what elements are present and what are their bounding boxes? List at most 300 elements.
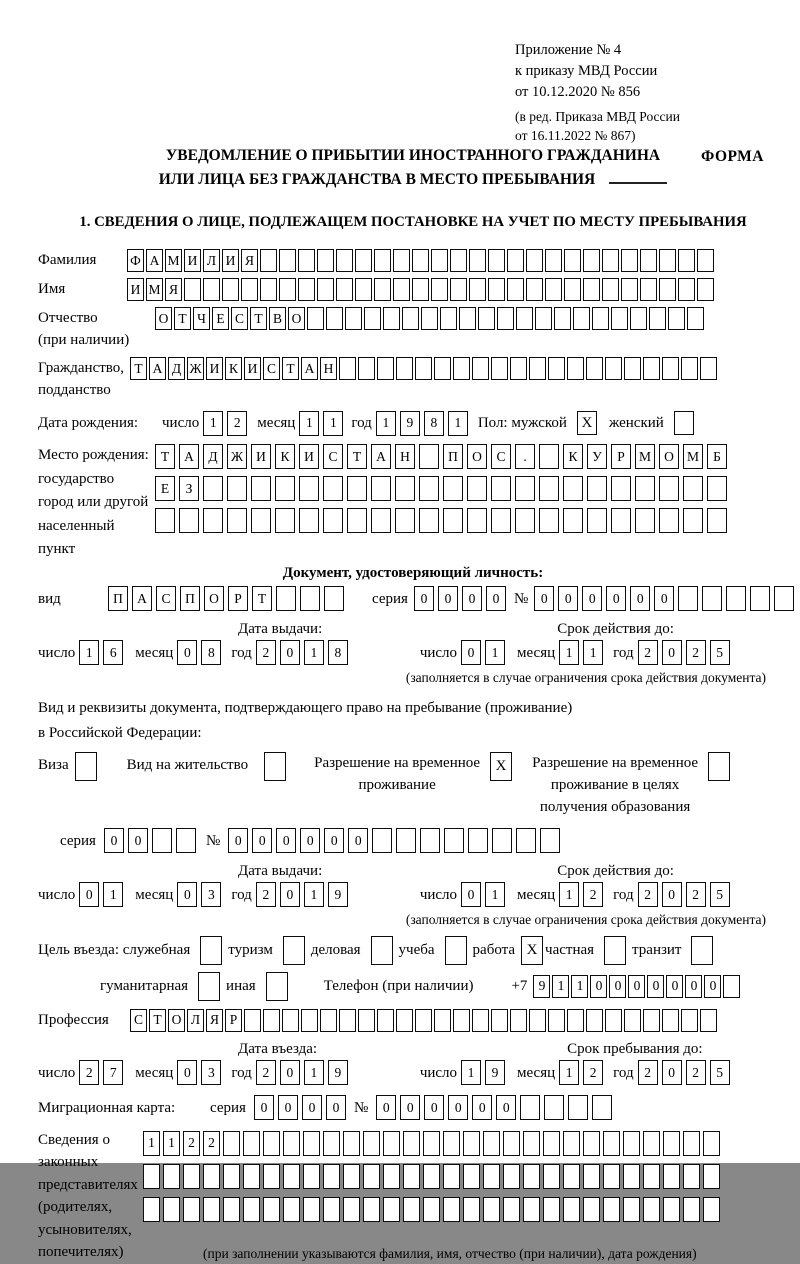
char-box[interactable]	[203, 476, 223, 501]
char-box[interactable]: 1	[583, 640, 603, 665]
char-box[interactable]	[396, 357, 413, 380]
char-box[interactable]	[697, 278, 714, 301]
char-box[interactable]	[510, 357, 527, 380]
char-box[interactable]	[623, 1131, 640, 1156]
char-box[interactable]: 1	[304, 1060, 324, 1085]
char-box[interactable]	[503, 1164, 520, 1189]
char-box[interactable]: 0	[104, 828, 124, 853]
char-box[interactable]	[587, 508, 607, 533]
char-box[interactable]	[263, 1164, 280, 1189]
char-box[interactable]: 1	[299, 411, 319, 436]
char-box[interactable]	[371, 476, 391, 501]
char-box[interactable]: 1	[143, 1131, 160, 1156]
char-box[interactable]	[355, 249, 372, 272]
char-box[interactable]	[275, 508, 295, 533]
char-box[interactable]: 0	[461, 640, 481, 665]
char-box[interactable]	[663, 1164, 680, 1189]
char-box[interactable]	[223, 1164, 240, 1189]
char-box[interactable]: 3	[201, 1060, 221, 1085]
char-box[interactable]: Л	[203, 249, 220, 272]
char-box[interactable]	[364, 307, 381, 330]
char-box[interactable]	[336, 249, 353, 272]
char-box[interactable]: 1	[461, 1060, 481, 1085]
char-box[interactable]	[750, 586, 770, 611]
char-box[interactable]	[478, 307, 495, 330]
char-box[interactable]	[523, 1164, 540, 1189]
char-box[interactable]	[323, 1131, 340, 1156]
char-box[interactable]	[483, 1164, 500, 1189]
char-box[interactable]: X	[490, 752, 512, 781]
char-box[interactable]: К	[275, 444, 295, 469]
char-box[interactable]	[363, 1164, 380, 1189]
char-box[interactable]: 0	[278, 1095, 298, 1120]
char-box[interactable]	[529, 1009, 546, 1032]
char-box[interactable]	[640, 249, 657, 272]
char-box[interactable]: 1	[485, 882, 505, 907]
char-box[interactable]: С	[231, 307, 248, 330]
char-box[interactable]: О	[155, 307, 172, 330]
char-box[interactable]	[703, 1131, 720, 1156]
char-box[interactable]	[363, 1131, 380, 1156]
char-box[interactable]	[592, 1095, 612, 1120]
char-box[interactable]: 6	[103, 640, 123, 665]
char-box[interactable]	[282, 1009, 299, 1032]
char-box[interactable]: С	[491, 444, 511, 469]
char-box[interactable]	[503, 1131, 520, 1156]
char-box[interactable]	[707, 476, 727, 501]
char-box[interactable]	[515, 508, 535, 533]
char-box[interactable]	[443, 1131, 460, 1156]
char-box[interactable]	[200, 936, 222, 965]
char-box[interactable]	[516, 828, 536, 853]
char-box[interactable]	[586, 1009, 603, 1032]
char-box[interactable]	[347, 508, 367, 533]
char-box[interactable]	[548, 1009, 565, 1032]
char-box[interactable]: Л	[187, 1009, 204, 1032]
char-box[interactable]: П	[443, 444, 463, 469]
char-box[interactable]	[683, 1197, 700, 1222]
char-box[interactable]: М	[165, 249, 182, 272]
char-box[interactable]	[395, 476, 415, 501]
char-box[interactable]	[640, 278, 657, 301]
char-box[interactable]	[419, 476, 439, 501]
char-box[interactable]: Я	[206, 1009, 223, 1032]
char-box[interactable]: X	[577, 411, 597, 435]
char-box[interactable]	[412, 249, 429, 272]
char-box[interactable]	[317, 249, 334, 272]
char-box[interactable]: Е	[155, 476, 175, 501]
char-box[interactable]: 1	[103, 882, 123, 907]
char-box[interactable]	[241, 278, 258, 301]
char-box[interactable]	[605, 1009, 622, 1032]
char-box[interactable]: X	[521, 936, 543, 965]
char-box[interactable]	[336, 278, 353, 301]
char-box[interactable]	[643, 1164, 660, 1189]
char-box[interactable]	[683, 1164, 700, 1189]
char-box[interactable]: О	[168, 1009, 185, 1032]
char-box[interactable]	[383, 307, 400, 330]
char-box[interactable]	[529, 357, 546, 380]
char-box[interactable]: 2	[638, 1060, 658, 1085]
char-box[interactable]: 8	[328, 640, 348, 665]
char-box[interactable]	[383, 1131, 400, 1156]
char-box[interactable]	[563, 508, 583, 533]
char-box[interactable]	[323, 508, 343, 533]
char-box[interactable]: А	[179, 444, 199, 469]
char-box[interactable]: 0	[582, 586, 602, 611]
char-box[interactable]	[543, 1131, 560, 1156]
char-box[interactable]	[363, 1197, 380, 1222]
char-box[interactable]	[260, 278, 277, 301]
char-box[interactable]	[567, 1009, 584, 1032]
char-box[interactable]: К	[563, 444, 583, 469]
char-box[interactable]: С	[156, 586, 176, 611]
char-box[interactable]	[223, 1131, 240, 1156]
char-box[interactable]	[526, 249, 543, 272]
char-box[interactable]	[307, 307, 324, 330]
char-box[interactable]	[434, 1009, 451, 1032]
char-box[interactable]	[573, 307, 590, 330]
char-box[interactable]: 2	[79, 1060, 99, 1085]
char-box[interactable]: 0	[662, 1060, 682, 1085]
char-box[interactable]	[697, 249, 714, 272]
char-box[interactable]	[544, 1095, 564, 1120]
char-box[interactable]: О	[467, 444, 487, 469]
char-box[interactable]	[643, 1197, 660, 1222]
char-box[interactable]: 8	[424, 411, 444, 436]
char-box[interactable]	[624, 1009, 641, 1032]
char-box[interactable]	[604, 936, 626, 965]
char-box[interactable]	[264, 752, 286, 781]
char-box[interactable]	[662, 357, 679, 380]
char-box[interactable]	[358, 1009, 375, 1032]
char-box[interactable]: 0	[496, 1095, 516, 1120]
char-box[interactable]	[223, 1197, 240, 1222]
char-box[interactable]: Я	[165, 278, 182, 301]
char-box[interactable]	[586, 357, 603, 380]
char-box[interactable]	[198, 972, 220, 1001]
char-box[interactable]	[343, 1197, 360, 1222]
char-box[interactable]: Б	[707, 444, 727, 469]
char-box[interactable]: Е	[212, 307, 229, 330]
char-box[interactable]	[587, 476, 607, 501]
char-box[interactable]	[492, 828, 512, 853]
char-box[interactable]	[683, 1131, 700, 1156]
char-box[interactable]: 9	[328, 882, 348, 907]
char-box[interactable]: 1	[323, 411, 343, 436]
char-box[interactable]	[320, 1009, 337, 1032]
char-box[interactable]	[459, 307, 476, 330]
char-box[interactable]: 9	[485, 1060, 505, 1085]
char-box[interactable]	[583, 278, 600, 301]
char-box[interactable]: 0	[414, 586, 434, 611]
char-box[interactable]	[275, 476, 295, 501]
char-box[interactable]: Д	[168, 357, 185, 380]
char-box[interactable]: С	[323, 444, 343, 469]
char-box[interactable]	[702, 586, 722, 611]
char-box[interactable]: 0	[228, 828, 248, 853]
char-box[interactable]: Р	[228, 586, 248, 611]
char-box[interactable]: 7	[103, 1060, 123, 1085]
char-box[interactable]	[227, 476, 247, 501]
char-box[interactable]	[283, 1131, 300, 1156]
char-box[interactable]	[419, 508, 439, 533]
char-box[interactable]	[683, 476, 703, 501]
char-box[interactable]	[583, 1164, 600, 1189]
char-box[interactable]	[643, 1131, 660, 1156]
char-box[interactable]	[393, 249, 410, 272]
char-box[interactable]	[383, 1164, 400, 1189]
char-box[interactable]	[347, 476, 367, 501]
char-box[interactable]: 5	[710, 1060, 730, 1085]
char-box[interactable]: 0	[280, 640, 300, 665]
char-box[interactable]: 0	[300, 828, 320, 853]
char-box[interactable]	[163, 1197, 180, 1222]
char-box[interactable]	[491, 508, 511, 533]
char-box[interactable]	[700, 357, 717, 380]
char-box[interactable]: 9	[328, 1060, 348, 1085]
char-box[interactable]	[467, 508, 487, 533]
char-box[interactable]	[605, 357, 622, 380]
char-box[interactable]: В	[269, 307, 286, 330]
char-box[interactable]: 1	[304, 640, 324, 665]
char-box[interactable]	[539, 508, 559, 533]
char-box[interactable]	[183, 1197, 200, 1222]
char-box[interactable]: 2	[256, 640, 276, 665]
char-box[interactable]	[355, 278, 372, 301]
char-box[interactable]	[419, 444, 439, 469]
char-box[interactable]: 9	[533, 975, 550, 998]
char-box[interactable]	[703, 1197, 720, 1222]
char-box[interactable]	[372, 828, 392, 853]
char-box[interactable]	[283, 1197, 300, 1222]
char-box[interactable]: 0	[558, 586, 578, 611]
char-box[interactable]	[203, 508, 223, 533]
char-box[interactable]: 0	[326, 1095, 346, 1120]
char-box[interactable]	[681, 1009, 698, 1032]
char-box[interactable]: Т	[149, 1009, 166, 1032]
char-box[interactable]	[412, 278, 429, 301]
char-box[interactable]	[683, 508, 703, 533]
char-box[interactable]	[539, 444, 559, 469]
char-box[interactable]	[383, 1197, 400, 1222]
char-box[interactable]	[488, 278, 505, 301]
char-box[interactable]	[539, 476, 559, 501]
char-box[interactable]	[774, 586, 794, 611]
char-box[interactable]: 0	[606, 586, 626, 611]
char-box[interactable]: 2	[256, 1060, 276, 1085]
char-box[interactable]	[453, 357, 470, 380]
char-box[interactable]	[483, 1197, 500, 1222]
char-box[interactable]: 9	[400, 411, 420, 436]
char-box[interactable]	[621, 278, 638, 301]
char-box[interactable]	[323, 1197, 340, 1222]
char-box[interactable]	[393, 278, 410, 301]
char-box[interactable]: 0	[448, 1095, 468, 1120]
char-box[interactable]	[163, 1164, 180, 1189]
char-box[interactable]	[678, 278, 695, 301]
char-box[interactable]: 0	[462, 586, 482, 611]
char-box[interactable]: 0	[647, 975, 664, 998]
char-box[interactable]: 0	[177, 640, 197, 665]
char-box[interactable]	[299, 508, 319, 533]
char-box[interactable]: Ж	[227, 444, 247, 469]
char-box[interactable]	[143, 1164, 160, 1189]
char-box[interactable]: 0	[280, 882, 300, 907]
char-box[interactable]: И	[127, 278, 144, 301]
char-box[interactable]: М	[635, 444, 655, 469]
char-box[interactable]	[377, 1009, 394, 1032]
char-box[interactable]: 2	[686, 882, 706, 907]
char-box[interactable]: Д	[203, 444, 223, 469]
char-box[interactable]	[434, 357, 451, 380]
char-box[interactable]	[630, 307, 647, 330]
char-box[interactable]: 0	[280, 1060, 300, 1085]
char-box[interactable]	[564, 278, 581, 301]
char-box[interactable]	[423, 1131, 440, 1156]
char-box[interactable]: И	[251, 444, 271, 469]
char-box[interactable]	[403, 1197, 420, 1222]
char-box[interactable]	[326, 307, 343, 330]
char-box[interactable]: П	[180, 586, 200, 611]
char-box[interactable]: 0	[424, 1095, 444, 1120]
char-box[interactable]	[443, 1197, 460, 1222]
char-box[interactable]	[303, 1164, 320, 1189]
char-box[interactable]	[301, 1009, 318, 1032]
char-box[interactable]	[611, 307, 628, 330]
char-box[interactable]	[611, 508, 631, 533]
char-box[interactable]	[540, 828, 560, 853]
char-box[interactable]	[152, 828, 172, 853]
char-box[interactable]	[227, 508, 247, 533]
char-box[interactable]	[583, 1131, 600, 1156]
char-box[interactable]	[564, 249, 581, 272]
char-box[interactable]	[472, 1009, 489, 1032]
char-box[interactable]	[523, 1131, 540, 1156]
char-box[interactable]	[507, 278, 524, 301]
char-box[interactable]	[263, 1009, 280, 1032]
char-box[interactable]	[568, 1095, 588, 1120]
char-box[interactable]: 0	[438, 586, 458, 611]
char-box[interactable]	[691, 936, 713, 965]
char-box[interactable]	[603, 1131, 620, 1156]
char-box[interactable]	[395, 508, 415, 533]
char-box[interactable]	[279, 278, 296, 301]
char-box[interactable]	[276, 586, 296, 611]
char-box[interactable]	[203, 1197, 220, 1222]
char-box[interactable]: 0	[628, 975, 645, 998]
char-box[interactable]: А	[149, 357, 166, 380]
char-box[interactable]: 0	[254, 1095, 274, 1120]
char-box[interactable]: 1	[559, 882, 579, 907]
char-box[interactable]	[563, 1197, 580, 1222]
char-box[interactable]	[563, 1164, 580, 1189]
char-box[interactable]: 0	[461, 882, 481, 907]
char-box[interactable]	[396, 1009, 413, 1032]
char-box[interactable]	[545, 278, 562, 301]
char-box[interactable]	[707, 508, 727, 533]
char-box[interactable]	[279, 249, 296, 272]
char-box[interactable]	[263, 1131, 280, 1156]
char-box[interactable]: 2	[256, 882, 276, 907]
char-box[interactable]	[567, 357, 584, 380]
char-box[interactable]	[371, 936, 393, 965]
char-box[interactable]: 0	[662, 882, 682, 907]
char-box[interactable]: 0	[400, 1095, 420, 1120]
char-box[interactable]: 0	[276, 828, 296, 853]
char-box[interactable]: О	[288, 307, 305, 330]
char-box[interactable]: 0	[472, 1095, 492, 1120]
char-box[interactable]	[554, 307, 571, 330]
char-box[interactable]	[726, 586, 746, 611]
char-box[interactable]	[431, 249, 448, 272]
char-box[interactable]	[179, 508, 199, 533]
char-box[interactable]: 0	[252, 828, 272, 853]
char-box[interactable]	[443, 1164, 460, 1189]
char-box[interactable]	[563, 476, 583, 501]
char-box[interactable]: М	[683, 444, 703, 469]
char-box[interactable]	[708, 752, 730, 781]
char-box[interactable]: 2	[686, 1060, 706, 1085]
char-box[interactable]: Я	[241, 249, 258, 272]
char-box[interactable]	[700, 1009, 717, 1032]
char-box[interactable]	[515, 476, 535, 501]
char-box[interactable]	[516, 307, 533, 330]
char-box[interactable]	[298, 278, 315, 301]
char-box[interactable]: 2	[227, 411, 247, 436]
char-box[interactable]: Ф	[127, 249, 144, 272]
char-box[interactable]	[251, 476, 271, 501]
char-box[interactable]: 2	[686, 640, 706, 665]
char-box[interactable]: 0	[662, 640, 682, 665]
char-box[interactable]	[668, 307, 685, 330]
char-box[interactable]	[548, 357, 565, 380]
char-box[interactable]: 0	[324, 828, 344, 853]
char-box[interactable]	[444, 828, 464, 853]
char-box[interactable]	[339, 357, 356, 380]
char-box[interactable]	[323, 1164, 340, 1189]
char-box[interactable]	[263, 1197, 280, 1222]
char-box[interactable]: 1	[559, 640, 579, 665]
char-box[interactable]: 0	[128, 828, 148, 853]
char-box[interactable]	[283, 1164, 300, 1189]
char-box[interactable]	[674, 411, 694, 435]
char-box[interactable]	[503, 1197, 520, 1222]
char-box[interactable]	[563, 1131, 580, 1156]
char-box[interactable]: Р	[611, 444, 631, 469]
char-box[interactable]	[663, 1197, 680, 1222]
char-box[interactable]: 0	[348, 828, 368, 853]
char-box[interactable]	[463, 1164, 480, 1189]
char-box[interactable]	[681, 357, 698, 380]
char-box[interactable]: 0	[486, 586, 506, 611]
char-box[interactable]: И	[299, 444, 319, 469]
char-box[interactable]	[643, 1009, 660, 1032]
char-box[interactable]: И	[222, 249, 239, 272]
char-box[interactable]	[526, 278, 543, 301]
char-box[interactable]: Ч	[193, 307, 210, 330]
char-box[interactable]	[155, 508, 175, 533]
char-box[interactable]	[374, 278, 391, 301]
char-box[interactable]	[583, 1197, 600, 1222]
char-box[interactable]	[545, 249, 562, 272]
char-box[interactable]	[299, 476, 319, 501]
char-box[interactable]: 0	[630, 586, 650, 611]
char-box[interactable]: А	[146, 249, 163, 272]
char-box[interactable]	[345, 307, 362, 330]
char-box[interactable]: О	[204, 586, 224, 611]
char-box[interactable]: М	[146, 278, 163, 301]
